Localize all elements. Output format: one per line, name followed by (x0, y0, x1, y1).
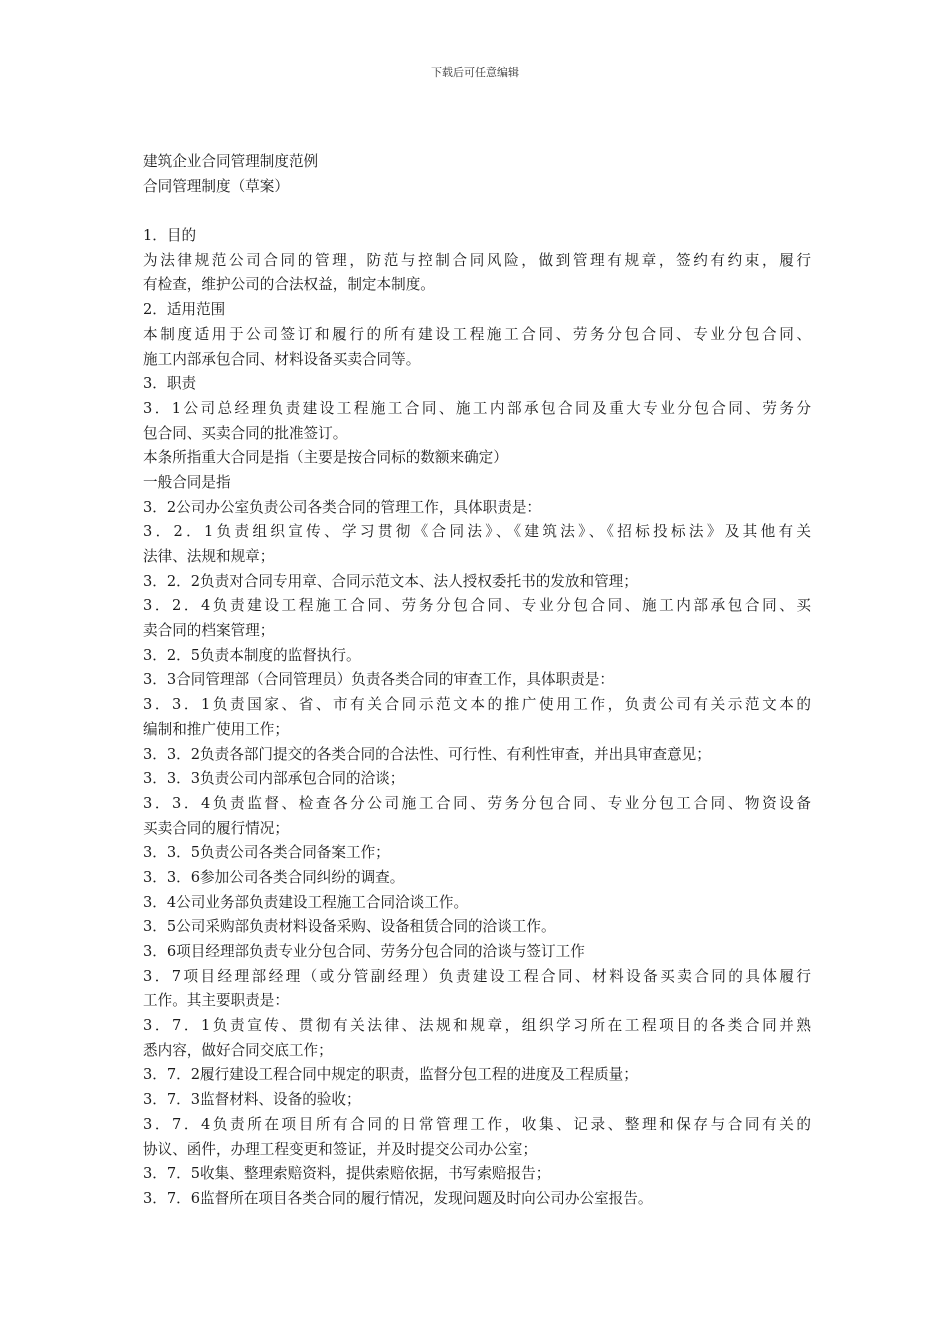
content-lines (143, 224, 811, 1212)
paragraph-line: 2．适用范围 (143, 301, 226, 319)
paragraph-line: 悉内容，做好合同交底工作； (143, 1041, 333, 1059)
paragraph-line: 协议、函件，办理工程变更和签证，并及时提交公司办公室； (143, 1140, 538, 1158)
blank-line (143, 199, 811, 224)
paragraph-line: 本条所指重大合同是指（主要是按合同标的数额来确定） (143, 449, 508, 467)
paragraph-line: 3．2．5负责本制度的监督执行。 (143, 646, 361, 664)
paragraph-line: 3．2．1负责组织宣传、学习贯彻《合同法》、《建筑法》、《招标投标法》及其他有关 (143, 523, 811, 541)
paragraph-line: 3．2公司办公室负责公司各类合同的管理工作，具体职责是： (143, 498, 542, 516)
paragraph-line: 3．7．6监督所在项目各类合同的履行情况，发现问题及时向公司办公室报告。 (143, 1189, 653, 1207)
paragraph-line: 本制度适用于公司签订和履行的所有建设工程施工合同、劳务分包合同、专业分包合同、 (143, 325, 811, 343)
paragraph-line: 3．5公司采购部负责材料设备采购、设备租赁合同的洽谈工作。 (143, 918, 556, 936)
paragraph-line: 工作。其主要职责是： (143, 992, 289, 1010)
paragraph-line: 3．7．1负责宣传、贯彻有关法律、法规和规章，组织学习所在工程项目的各类合同并熟 (143, 1017, 811, 1035)
paragraph-line: 有检查，维护公司的合法权益，制定本制度。 (143, 276, 435, 294)
paragraph-line: 包合同、买卖合同的批准签订。 (143, 424, 348, 442)
document-subtitle: 合同管理制度（草案） (143, 177, 289, 195)
paragraph-line: 3．2．4负责建设工程施工合同、劳务分包合同、专业分包合同、施工内部承包合同、买 (143, 597, 811, 615)
paragraph-line: 为法律规范公司合同的管理，防范与控制合同风险，做到管理有规章，签约有约束，履行 (143, 251, 811, 269)
paragraph-line: 3．1公司总经理负责建设工程施工合同、施工内部承包合同及重大专业分包合同、劳务分 (143, 399, 811, 417)
paragraph-line: 1．目的 (143, 227, 197, 245)
paragraph-line: 3．3．1负责国家、省、市有关合同示范文本的推广使用工作，负责公司有关示范文本的 (143, 696, 811, 714)
paragraph-line: 3．3合同管理部（合同管理员）负责各类合同的审查工作，具体职责是： (143, 671, 614, 689)
paragraph-line: 3．2．2负责对合同专用章、合同示范文本、法人授权委托书的发放和管理； (143, 572, 638, 590)
paragraph-line: 3．7．4负责所在项目所有合同的日常管理工作，收集、记录、整理和保存与合同有关的 (143, 1115, 811, 1133)
paragraph-line: 编制和推广使用工作； (143, 720, 289, 738)
paragraph-line: 施工内部承包合同、材料设备买卖合同等。 (143, 350, 421, 368)
page-header: 下载后可任意编辑 (431, 66, 519, 79)
paragraph-line: 3．职责 (143, 375, 197, 393)
paragraph-line: 3．3．4负责监督、检查各分公司施工合同、劳务分包合同、专业分包工合同、物资设备 (143, 794, 811, 812)
paragraph-line: 法律、法规和规章； (143, 548, 275, 565)
document-title: 建筑企业合同管理制度范例 (143, 153, 319, 170)
paragraph-line: 3．7．2履行建设工程合同中规定的职责，监督分包工程的进度及工程质量； (143, 1066, 638, 1084)
paragraph-line: 3．7．5收集、整理索赔资料，提供索赔依据，书写索赔报告； (143, 1165, 551, 1183)
paragraph-line: 3．4公司业务部负责建设工程施工合同洽谈工作。 (143, 893, 469, 911)
paragraph-line: 3．7．3监督材料、设备的验收； (143, 1091, 361, 1109)
paragraph-line: 买卖合同的履行情况； (143, 819, 289, 837)
paragraph-line: 3．3．5负责公司各类合同备案工作； (143, 844, 390, 862)
paragraph-line: 3．3．6参加公司各类合同纠纷的调查。 (143, 868, 405, 886)
paragraph-line: 3．3．2负责各部门提交的各类合同的合法性、可行性、有利性审查，并出具审查意见； (143, 745, 711, 763)
paragraph-line: 卖合同的档案管理； (143, 622, 275, 640)
paragraph-line: 3．7项目经理部经理（或分管副经理）负责建设工程合同、材料设备买卖合同的具体履行 (143, 967, 811, 985)
paragraph-line: 3．6项目经理部负责专业分包合同、劳务分包合同的洽谈与签订工作 (143, 943, 585, 960)
paragraph-line: 一般合同是指 (143, 473, 231, 491)
paragraph-line: 3．3．3负责公司内部承包合同的洽谈； (143, 770, 405, 788)
document-body (143, 150, 811, 1212)
